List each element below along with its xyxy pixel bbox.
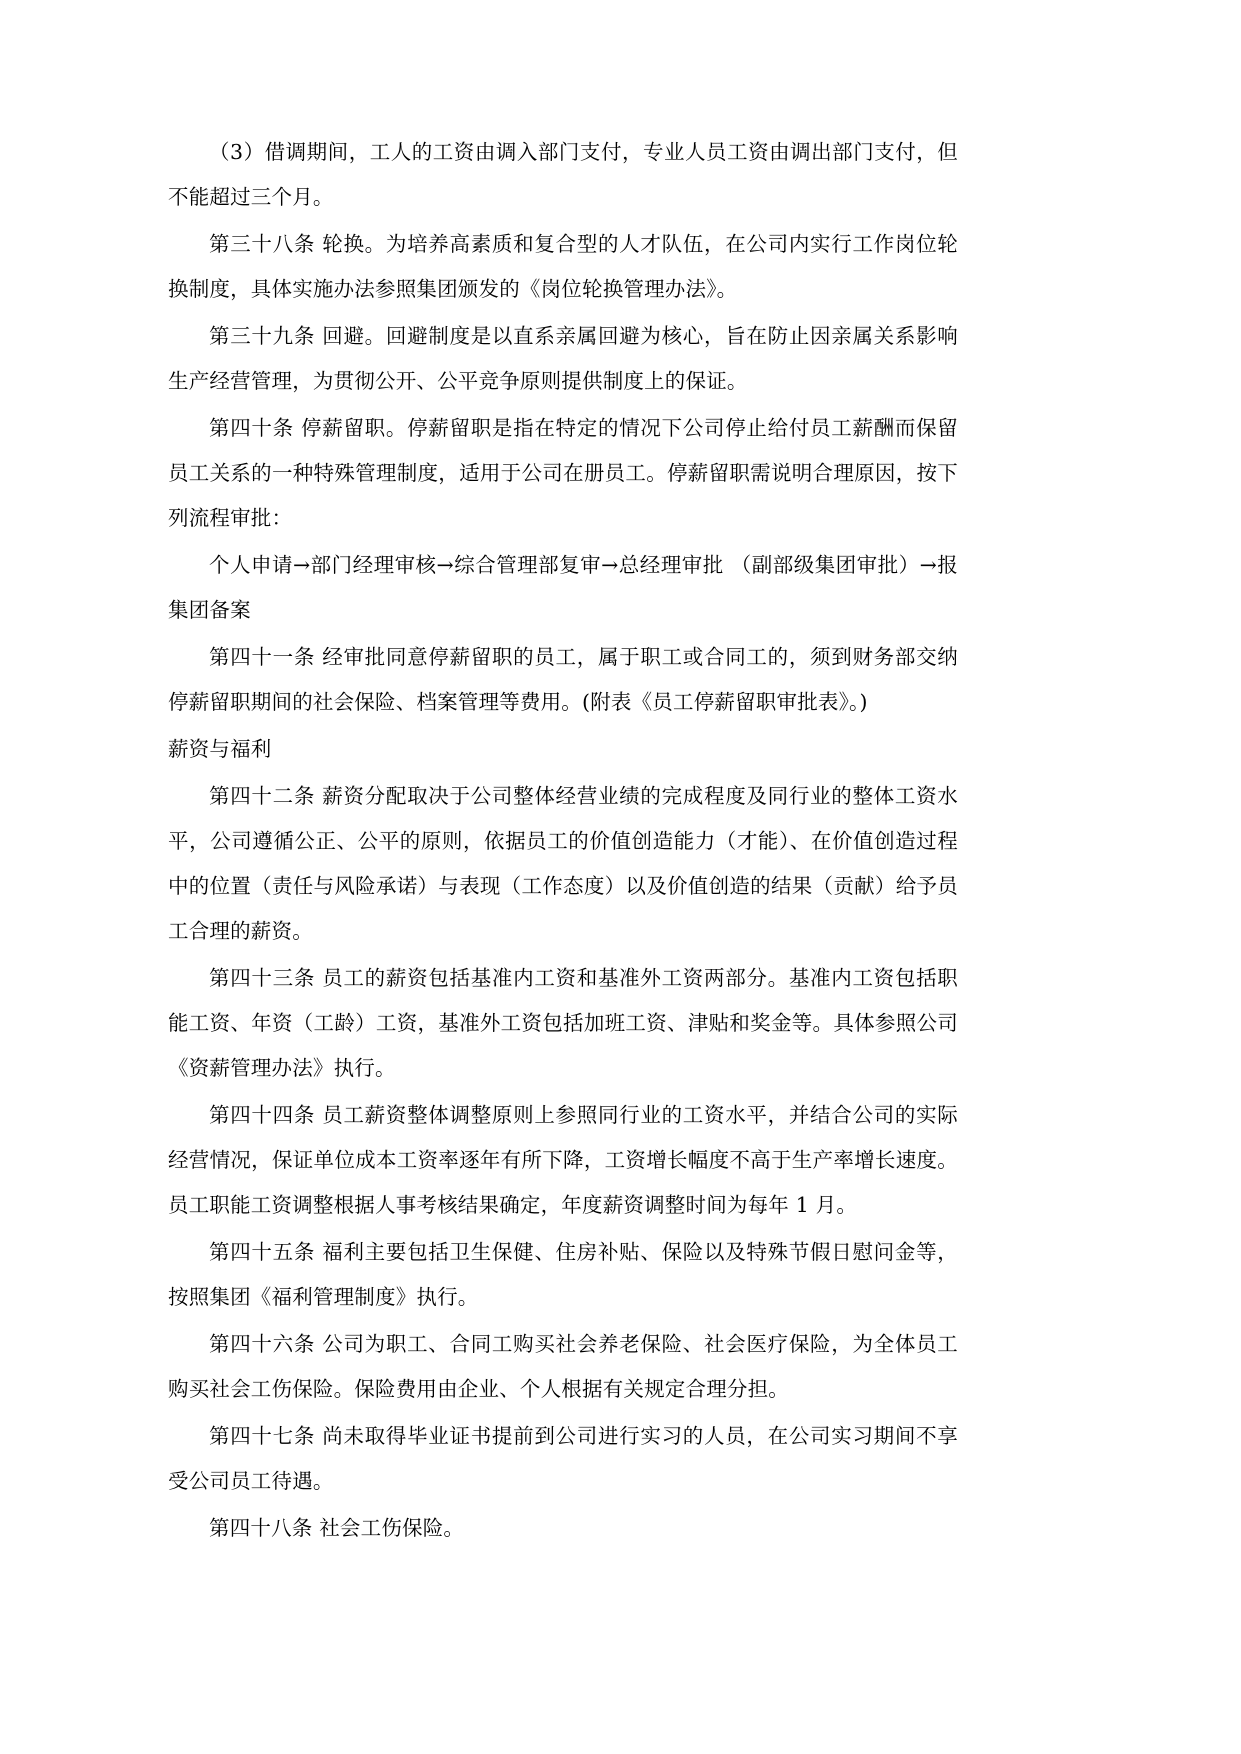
paragraph-article-42: 第四十二条 薪资分配取决于公司整体经营业绩的完成程度及同行业的整体工资水平，公司遵循公正、公平的原则，依据员工的价值创造能力（才能）、在价值创造过程中的位置（责任与风险承诺）与表现（工作态度）以及价值创造的结果（贡献）给予员工合理的薪资。 [168, 784, 958, 943]
paragraph-article-47: 第四十七条 尚未取得毕业证书提前到公司进行实习的人员，在公司实习期间不享受公司员工待遇。 [168, 1424, 958, 1493]
paragraph-article-48: 第四十八条 社会工伤保险。 [209, 1516, 465, 1540]
paragraph-article-40: 第四十条 停薪留职。停薪留职是指在特定的情况下公司停止给付员工薪酬而保留员工关系的一种特殊管理制度，适用于公司在册员工。停薪留职需说明合理原因，按下列流程审批： [168, 416, 958, 530]
paragraph-approval-flow: 个人申请→部门经理审核→综合管理部复审→总经理审批 （副部级集团审批）→报集团备案 [168, 553, 958, 622]
paragraph-article-46: 第四十六条 公司为职工、合同工购买社会养老保险、社会医疗保险，为全体员工购买社会工伤保险。保险费用由企业、个人根据有关规定合理分担。 [168, 1332, 958, 1401]
paragraph-article-41: 第四十一条 经审批同意停薪留职的员工，属于职工或合同工的，须到财务部交纳停薪留职期间的社会保险、档案管理等费用。(附表《员工停薪留职审批表》。) [168, 645, 958, 714]
paragraph-article-45: 第四十五条 福利主要包括卫生保健、住房补贴、保险以及特殊节假日慰问金等，按照集团《福利管理制度》执行。 [168, 1240, 958, 1309]
paragraph-article-44: 第四十四条 员工薪资整体调整原则上参照同行业的工资水平，并结合公司的实际经营情况，保证单位成本工资率逐年有所下降，工资增长幅度不高于生产率增长速度。员工职能工资调整根据人事考核结果确定，年度薪资调整时间为每年 1 月。 [168, 1103, 958, 1217]
document-body [168, 130, 958, 1551]
paragraph-borrow-salary: （3）借调期间，工人的工资由调入部门支付，专业人员工资由调出部门支付，但不能超过三个月。 [168, 140, 958, 209]
paragraph-article-38: 第三十八条 轮换。为培养高素质和复合型的人才队伍，在公司内实行工作岗位轮换制度，具体实施办法参照集团颁发的《岗位轮换管理办法》。 [168, 232, 958, 301]
paragraph-article-39: 第三十九条 回避。回避制度是以直系亲属回避为核心，旨在防止因亲属关系影响生产经营管理，为贯彻公开、公平竞争原则提供制度上的保证。 [168, 324, 958, 393]
paragraph-article-43: 第四十三条 员工的薪资包括基准内工资和基准外工资两部分。基准内工资包括职能工资、年资（工龄）工资，基准外工资包括加班工资、津贴和奖金等。具体参照公司《资薪管理办法》执行。 [168, 966, 958, 1080]
section-heading-salary-welfare: 薪资与福利 [168, 737, 272, 761]
